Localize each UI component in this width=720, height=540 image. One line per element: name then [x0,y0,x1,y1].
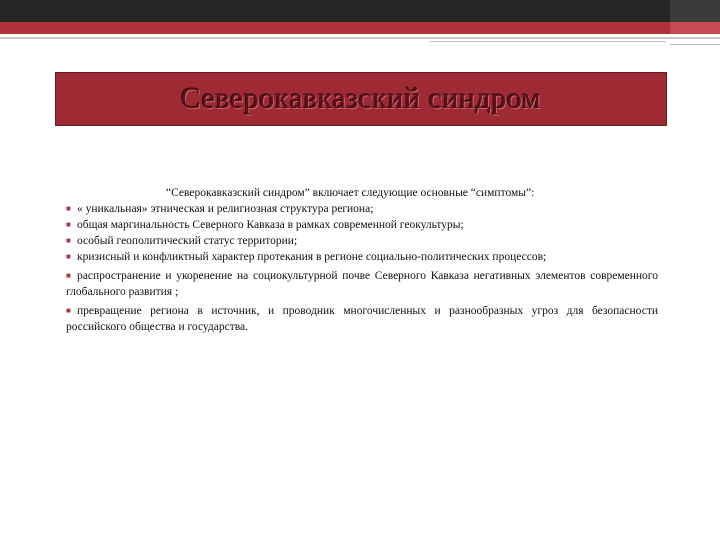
top-dark-bar [0,0,720,22]
square-bullet-icon: ■ [66,236,71,245]
list-item [66,249,658,265]
top-red-bar-accent [670,22,720,34]
list-item [66,201,658,217]
title-banner [55,72,667,126]
list-item [66,303,658,335]
top-red-bar [0,22,720,34]
list-item [66,217,658,233]
list-item [66,233,658,249]
square-bullet-icon: ■ [66,271,71,280]
list-item-text: особый геополитический статус территории; [77,235,298,247]
list-item-text: « уникальная» этническая и религиозная структура региона; [77,203,374,215]
list-item-text: превращение региона в источник, и проводник многочисленных и разнообразных угроз для безопасности российского общества и государства. [66,305,658,333]
slide-title: Северокавказский синдром [180,82,542,115]
bullet-list [66,201,658,335]
list-item-text: распространение и укоренение на социокультурной почве Северного Кавказа негативных элементов современного глобального развития ; [66,270,658,298]
top-dark-bar-accent [670,0,720,22]
slide-body [66,185,658,335]
list-item-text: кризисный и конфликтный характер протекания в регионе социально-политических процессов; [77,251,547,263]
decorative-line [0,37,720,39]
square-bullet-icon: ■ [66,306,71,315]
decorative-line [670,44,720,45]
intro-text: “Северокавказский синдром” включает следующие основные “симптомы”: [166,187,535,199]
list-item [66,268,658,300]
decorative-line [430,41,666,42]
square-bullet-icon: ■ [66,220,71,229]
square-bullet-icon: ■ [66,252,71,261]
list-item-text: общая маргинальность Северного Кавказа в рамках современной геокультуры; [77,219,464,231]
square-bullet-icon: ■ [66,204,71,213]
